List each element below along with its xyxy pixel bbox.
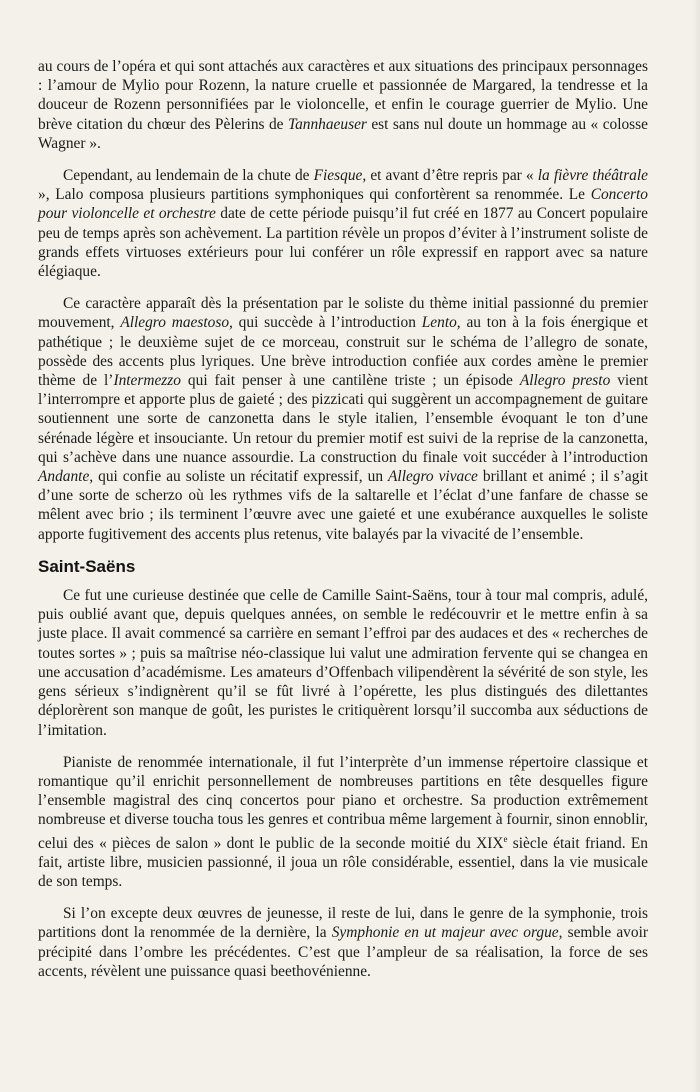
- text-run: brillant et animé ; il s’agit d’une sorte de scherzo où les rythmes vifs de la saltarelle et l’éclat d’une fanfare de chasse se mêlent avec brio ; ils terminent l’œuvre avec une gaieté et une exubérance auxquelles le soliste apporte fugitivement des accents plus retenus, vite balayés par la vivacité de l’ensemble.: [38, 468, 648, 543]
- italic-text: Allegro maestoso,: [120, 314, 233, 332]
- italic-text: Allegro vivace: [388, 468, 478, 486]
- italic-text: Andante,: [38, 468, 94, 486]
- italic-text: Symphonie en ut majeur avec orgue,: [331, 924, 563, 942]
- text-run: qui succède à l’introduction: [232, 314, 422, 332]
- superscript-text: e: [503, 833, 508, 844]
- saint-saens-section: [38, 586, 648, 981]
- paragraph: [38, 166, 648, 281]
- text-run: et avant d’être repris par «: [366, 167, 538, 185]
- text-run: au ton à la fois énergique et pathétique ; le deuxième sujet de ce morceau, construit sur le schéma de l’allegro de sonate, possède des accents plus lyriques. Une brève introduction confiée aux cordes amène le premier thème de l’: [38, 314, 649, 390]
- italic-text: Lento,: [421, 314, 461, 332]
- document-body: [38, 57, 648, 994]
- text-run: Pianiste de renommée internationale, il fut l’interprète d’un immense répertoire classique et romantique qu’il enrichit personnellement de nombreuses partitions en tête desquelles figure l’ensemble magistral des cinq concertos pour piano et orchestre. Sa production extrêmement nombreuse et diverse toucha tous les genres et contribua même largement à fournir, sinon ennoblir, celui des « pièces de salon » dont le public de la seconde moitié du XIX: [38, 753, 648, 852]
- text-run: qui confie au soliste un récitatif expressif, un: [93, 468, 389, 486]
- paragraph: [38, 586, 648, 740]
- text-run: au cours de l’opéra et qui sont attachés aux caractères et aux situations des principaux personnages : l’amour de Mylio pour Rozenn, la nature cruelle et passionnée de Margared, la tendresse et la douceur de Rozenn personnifiées par le violoncelle, et enfin le courage guerrier de Mylio. Une brève citation du chœur des Pèlerins de: [38, 58, 648, 133]
- text-run: Ce fut une curieuse destinée que celle de Camille Saint-Saëns, tour à tour mal compris, adulé, puis oublié avant que, depuis quelques années, on semble le redécouvrir et le mettre enfin à sa juste place. Il avait commencé sa carrière en semant l’effroi par des audaces et des « recherches de toutes sortes » ; puis sa maîtrise néo-classique lui valut une admiration fervente qui se changea en une accusation d’académisme. Les amateurs d’Offenbach vilipendèrent la sévérité de son style, les gens sérieux s’indignèrent qu’il se fût livré à l’opérette, les plus distingués des dilettantes déplorèrent son manque de goût, les puristes le critiquèrent lorsqu’il succomba aux séductions de l’imitation.: [38, 587, 648, 739]
- text-run: Si l’on excepte deux œuvres de jeunesse, il reste de lui, dans le genre de la symphonie, trois partitions dont la renommée de la dernière, la: [38, 905, 648, 942]
- italic-text: la fièvre théâtrale: [537, 167, 648, 185]
- paragraph: [38, 753, 648, 892]
- page-edge-shadow: [692, 0, 700, 1092]
- text-run: semble avoir précipité dans l’ombre les précédentes. C’est que l’ampleur de sa réalisation, la force de ses accents, révèlent une puissance quasi beethovénienne.: [38, 924, 648, 980]
- paragraph: [38, 294, 648, 544]
- italic-text: Tannhaeuser: [287, 115, 367, 133]
- paragraph: [38, 904, 648, 981]
- italic-text: Allegro presto: [519, 372, 611, 390]
- paragraph: [38, 57, 648, 153]
- italic-text: Intermezzo: [113, 372, 181, 390]
- text-run: Ce caractère apparaît dès la présentation par le soliste du thème initial passionné du premier mouvement,: [38, 295, 648, 332]
- text-run: siècle était friand. En fait, artiste libre, musicien passionné, il joua un rôle considérable, essentiel, dans la vie musicale de son temps.: [38, 834, 648, 891]
- text-run: », Lalo composa plusieurs partitions symphoniques qui confortèrent sa renommée. Le: [38, 186, 591, 204]
- italic-text: Concerto pour violoncelle et orchestre: [38, 186, 648, 223]
- italic-text: Fiesque,: [313, 167, 367, 185]
- text-run: Cependant, au lendemain de la chute de: [63, 167, 314, 185]
- text-run: est sans nul doute un hommage au « colosse Wagner ».: [38, 115, 648, 152]
- text-run: qui fait penser à une cantilène triste ; un épisode: [180, 372, 520, 390]
- intro-section: [38, 57, 648, 544]
- section-heading: Saint-Saëns: [38, 556, 136, 576]
- text-run: vient l’interrompre et apporte plus de gaieté ; des pizzicati qui suggèrent un accompagnement de guitare soutiennent une sorte de canzonetta dans le style italien, l’ensemble évoquant le ton d’une sérénade légère et insouciante. Un retour du premier motif est suivi de la reprise de la canzonetta, qui s’achève dans une nuance assourdie. La construction du finale voit succéder à l’introduction: [38, 372, 648, 466]
- text-run: date de cette période puisqu’il fut créé en 1877 au Concert populaire peu de temps après son achèvement. La partition révèle un propos d’éviter à l’instrument soliste de grands effets virtuoses extérieurs pour lui conférer un rôle expressif en rapport avec sa nature élégiaque.: [38, 205, 648, 281]
